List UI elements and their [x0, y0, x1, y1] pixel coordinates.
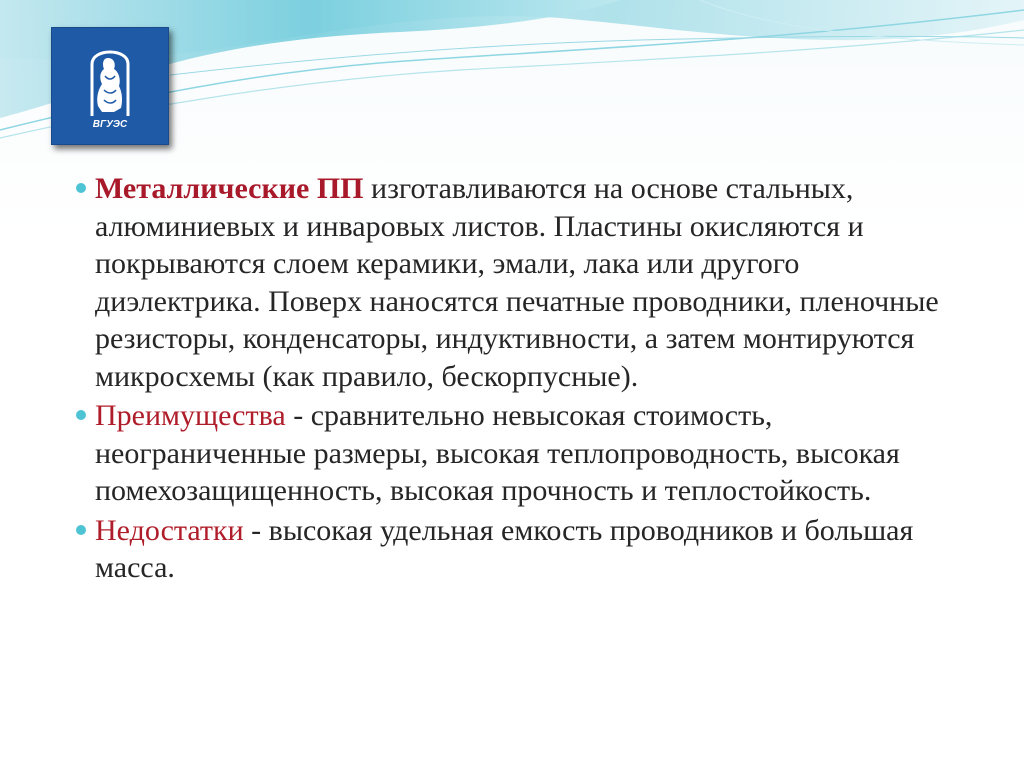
bullet-item-disadvantages [72, 512, 972, 587]
bullet-marker [76, 525, 86, 535]
logo-caption: ВГУЭС [92, 119, 128, 130]
bullet-term: Преимущества [95, 399, 286, 432]
bullet-text: - сравнительно невысокая стоимость, неограниченные размеры, высокая теплопроводность, высокая помехозащищенность, высокая прочность и теплостойкость. [95, 399, 900, 507]
bullet-text: изготавливаются на основе стальных, алюминиевых и инваровых листов. Пластины окисляются и покрываются слоем керамики, эмали, лака или другого диэлектрика. Поверх наносятся печатные проводники, пленочные резисторы, конденсаторы, индуктивности, а затем монтируются микросхемы (как правило, бескорпусные). [95, 172, 939, 393]
bullet-term: Металлические ПП [95, 172, 364, 205]
bullet-term: Недостатки [95, 513, 244, 547]
logo [51, 27, 169, 145]
vguees-logo-icon [52, 28, 168, 144]
bullet-item-advantages [72, 397, 972, 510]
bullet-marker [76, 183, 86, 193]
bullet-list [72, 170, 972, 589]
bullet-marker [76, 410, 86, 420]
bullet-text: - высокая удельная емкость проводников и большая масса. [95, 513, 914, 584]
bullet-item-metal-pcb [72, 170, 972, 395]
